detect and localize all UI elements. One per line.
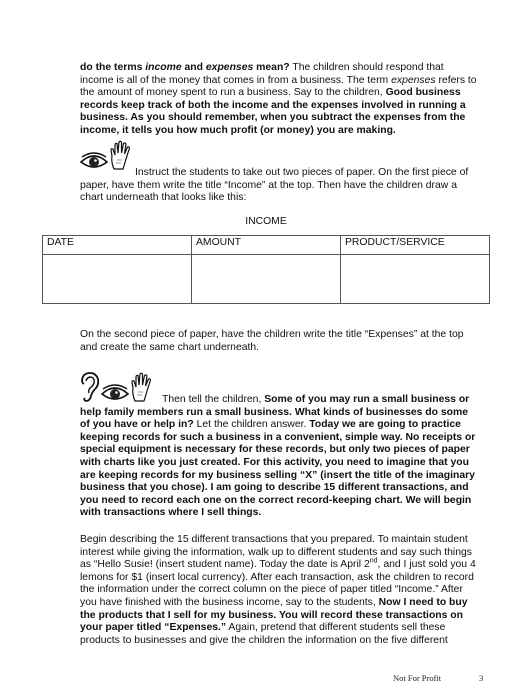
text-run: expenses [205,62,254,73]
header-product-service: PRODUCT/SERVICE [341,236,490,255]
table-cell [341,255,490,304]
text-run: Then tell the children, [162,394,265,405]
text-run: Some of you may run a small business or help family members run a small business. What kinds of businesses do some of you have or help in? [80,394,470,431]
dialogue-paragraph [80,394,480,520]
text-run: On the second piece of paper, have the children write the title “Expenses” at the top and create the same chart underneath. [80,329,464,353]
page-number: 3 [479,673,484,683]
text-run: nd [369,557,378,565]
text-run: income [145,62,182,73]
transactions-paragraph [80,534,480,647]
text-run: Instruct the students to take out two pieces of paper. On the first piece of paper, have them write the title “Income” at the top. Then have the children draw a chart underneath that looks like this: [80,167,469,204]
footer-text: Not For Profit [393,673,442,683]
text-run: Now I need to buy the products that I sell for my business. You will record these transactions on your paper titled “Expenses.” [80,596,468,634]
text-run: Today we are going to practice keeping records for such a business in a convenient, simple way. No receipts or special equipment is necessary for these records, but only two pieces of paper with charts like you just created. For this activity, you need to imagine that you are keeping records for my business selling “X” (insert the title of the imaginary business that you chose). I am going to describe 15 different transactions, and you need to record each one on the correct record-keeping chart. We will begin with transactions where I sell things. [80,419,476,519]
table-cell [43,255,192,304]
text-run: expenses [391,74,436,86]
chart-title: INCOME [245,216,287,227]
intro-paragraph [80,62,480,138]
hand-icon [109,140,133,170]
text-run: Good business records keep track of both the income and the expenses involved in running a business. As you should remember, when you subtract the expenses from the income, it tells you how much profit (or money) you are making. [80,87,466,136]
text-run: , and I just sold you 4 lemons for $1 (insert local currency). After each transaction, ask the children to record the information under the correct column on the piece of paper titled “Income.” After you have finished with the business income, say to the students, [80,559,476,608]
text-run: Again, pretend that different students sell these products to businesses and give the children the information on the five different [80,622,448,646]
income-chart [42,235,490,304]
look-and-do-icons [80,140,133,170]
expenses-paragraph [80,329,480,354]
text-run: Let the children answer. [193,419,310,431]
text-run: do the terms [80,62,146,73]
text-run: and [181,62,206,73]
text-run: Begin describing the 15 different transactions that you prepared. To maintain student interest while giving the information, walk up to different students and say such things as “Hello Susie! (insert student name). Today the date is April 2 [80,534,472,571]
text-run: The children should respond that income is all of the money that comes in from a business. The term [80,62,444,86]
header-date: DATE [43,236,192,255]
instruction-paragraph [80,167,480,205]
text-run: mean? [253,62,290,73]
table-row [43,255,490,304]
table-header-row [43,236,490,255]
text-run: refers to the amount of money spent to run a business. Say to the children, [80,74,477,99]
table-cell [192,255,341,304]
header-amount: AMOUNT [192,236,341,255]
